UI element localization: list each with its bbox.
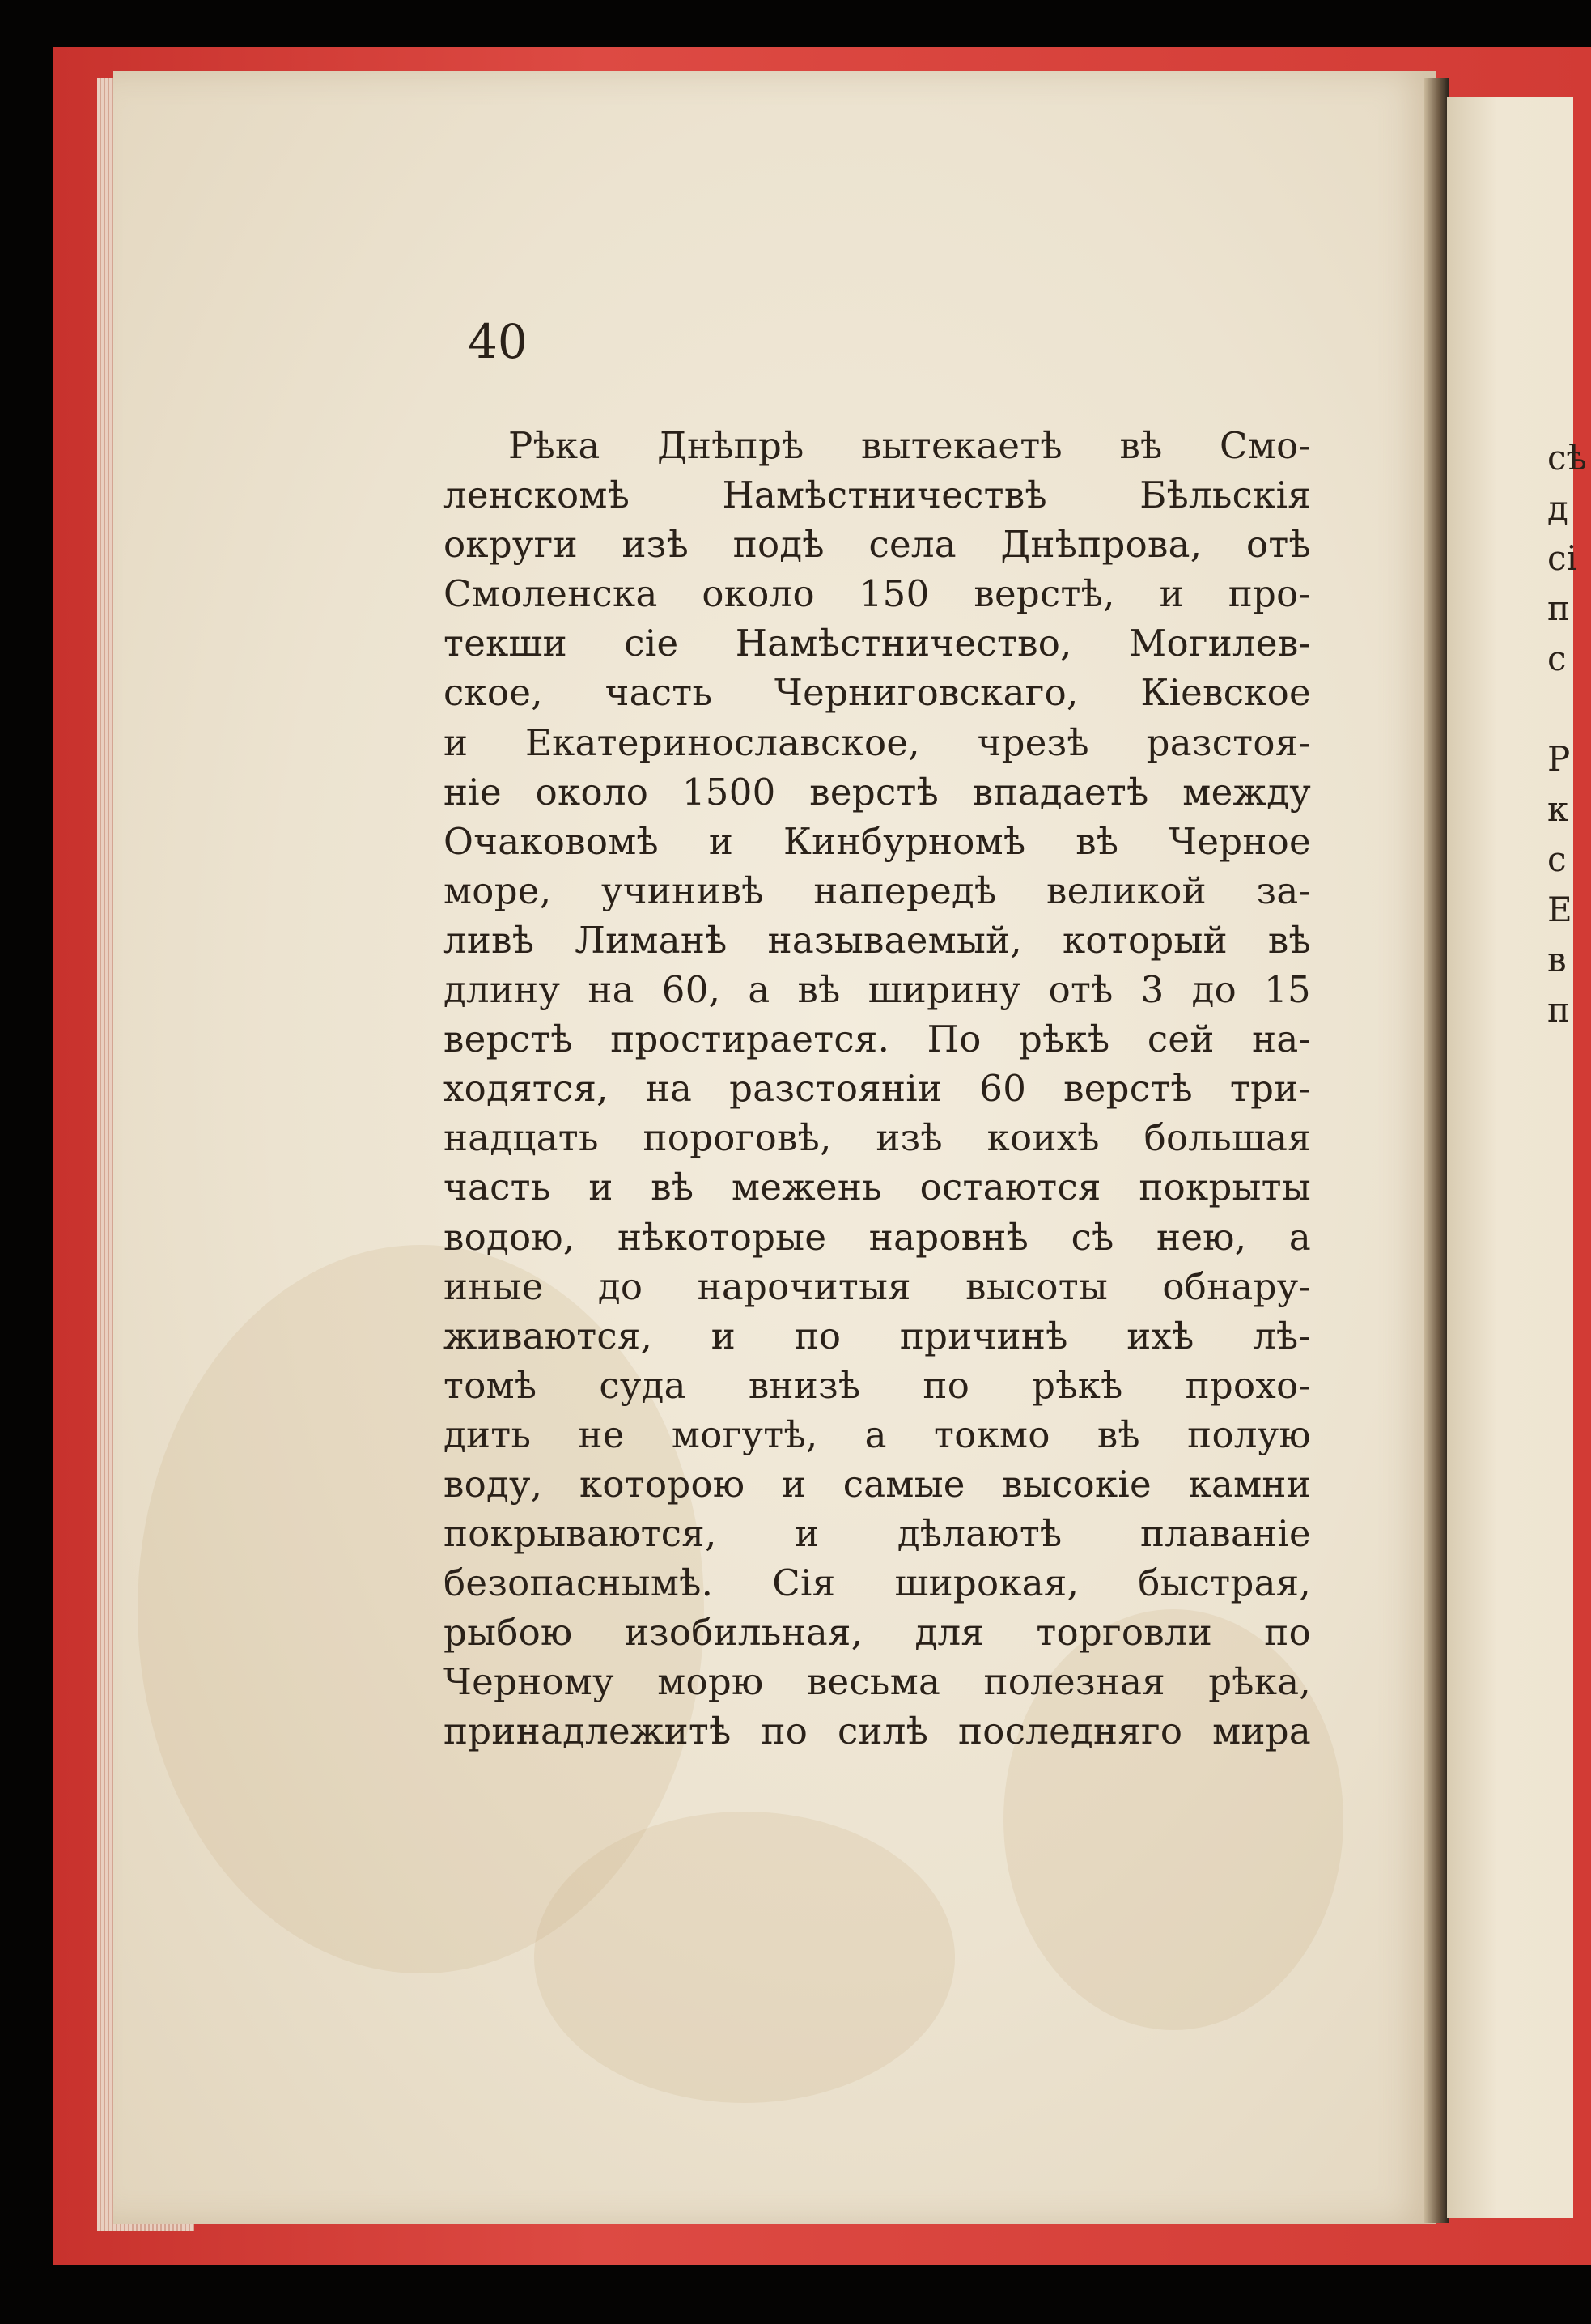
text-line: часть и вѣ межень остаются покрыты <box>443 1166 1311 1209</box>
text-line: ское, часть Черниговскаго, Кіевское <box>443 671 1311 715</box>
text-line: покрываются, и дѣлаютѣ плаваніе <box>443 1512 1311 1556</box>
next-page-fragment: Е <box>1547 890 1572 929</box>
text-line: томѣ суда внизѣ по рѣкѣ прохо- <box>443 1363 1311 1407</box>
next-page-fragment: сѣ <box>1547 438 1587 478</box>
text-line: Рѣка Днѣпрѣ вытекаетѣ вѣ Смо- <box>508 424 1311 467</box>
text-line: иные до нарочитыя высоты обнару- <box>443 1264 1311 1308</box>
text-line: безопаснымѣ. Сія широкая, быстрая, <box>443 1561 1311 1605</box>
text-line: Смоленска около 150 верстѣ, и про- <box>443 572 1311 616</box>
text-line: водою, нѣкоторые наровнѣ сѣ нею, а <box>443 1215 1311 1259</box>
text-line: принадлежитѣ по силѣ последняго мира <box>443 1710 1311 1753</box>
text-line: надцать пороговѣ, изѣ коихѣ большая <box>443 1116 1311 1160</box>
text-line: дить не могутѣ, а токмо вѣ полую <box>443 1413 1311 1456</box>
next-page-fragment: в <box>1547 940 1567 979</box>
text-line: верстѣ простирается. По рѣкѣ сей на- <box>443 1018 1311 1061</box>
book-gutter <box>1424 78 1449 2223</box>
next-page-fragment: п <box>1547 990 1570 1030</box>
text-line: ливѣ Лиманѣ называемый, который вѣ <box>443 918 1311 962</box>
page-number: 40 <box>468 314 528 369</box>
text-line: живаются, и по причинѣ ихѣ лѣ- <box>443 1314 1311 1357</box>
next-page-fragment: с <box>1547 639 1567 678</box>
next-page-fragment: Р <box>1547 739 1571 779</box>
next-page-fragment: п <box>1547 588 1570 628</box>
text-line: Очаковомѣ и Кинбурномѣ вѣ Черное <box>443 819 1311 863</box>
text-line: округи изѣ подѣ села Днѣпрова, отѣ <box>443 523 1311 567</box>
text-line: воду, которою и самые высокіе камни <box>443 1462 1311 1506</box>
next-page-text-fragments <box>1547 433 1587 1035</box>
text-line: Черному морю весьма полезная рѣка, <box>443 1660 1311 1704</box>
next-page-fragment <box>1547 684 1580 734</box>
text-line: рыбою изобильная, для торговли по <box>443 1611 1311 1655</box>
next-page-fragment: сі <box>1547 538 1577 578</box>
text-line: море, учинивѣ напередѣ великой за- <box>443 869 1311 912</box>
next-page-fragment: с <box>1547 839 1567 879</box>
right-page <box>1447 97 1573 2218</box>
text-line: ленскомѣ Намѣстничествѣ Бѣльскія <box>443 474 1311 517</box>
next-page-fragment: к <box>1547 789 1569 829</box>
text-line: ніе около 1500 верстѣ впадаетѣ между <box>443 770 1311 814</box>
text-line: текши сіе Намѣстничество, Могилев- <box>443 622 1311 665</box>
text-line: длину на 60, а вѣ ширину отѣ 3 до 15 <box>443 968 1311 1012</box>
body-text <box>443 421 1311 1757</box>
text-line: ходятся, на разстояніи 60 верстѣ три- <box>443 1067 1311 1111</box>
next-page-fragment: д <box>1547 488 1568 528</box>
water-stain <box>534 1812 955 2103</box>
text-line: и Екатеринославское, чрезѣ разстоя- <box>443 720 1311 764</box>
